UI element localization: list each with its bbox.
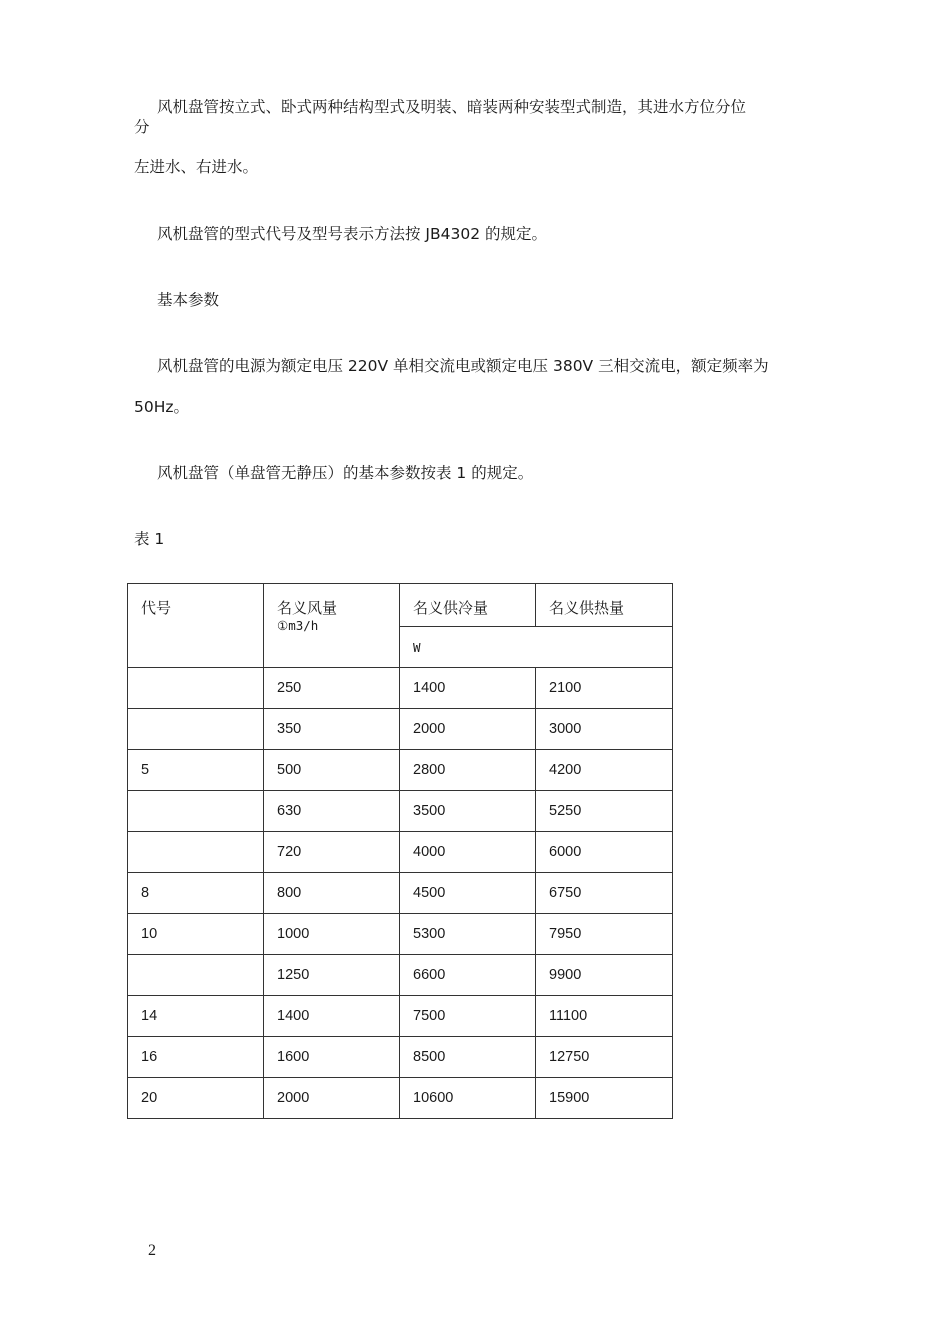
cell-heating: 15900 [536, 1078, 673, 1119]
paragraph-structure-line3: 左进水、右进水。 [134, 158, 259, 176]
cell-code: 5 [128, 750, 264, 791]
cell-code [128, 791, 264, 832]
cell-cooling: 2000 [400, 709, 536, 750]
paragraph-structure-line1: 风机盘管按立式、卧式两种结构型式及明装、暗装两种安装型式制造，其进水方位分位 [157, 98, 747, 116]
cell-cooling: 4500 [400, 873, 536, 914]
table-row [128, 709, 673, 750]
basic-parameters-table [127, 583, 673, 1119]
table-row [128, 955, 673, 996]
header-power-unit: W [400, 627, 673, 668]
cell-airflow: 720 [264, 832, 400, 873]
header-airflow [264, 584, 400, 668]
table-row [128, 1078, 673, 1119]
paragraph-power-line2: 50Hz。 [134, 398, 190, 416]
cell-heating: 3000 [536, 709, 673, 750]
cell-heating: 6750 [536, 873, 673, 914]
cell-airflow: 1600 [264, 1037, 400, 1078]
paragraph-power-line1: 风机盘管的电源为额定电压 220V 单相交流电或额定电压 380V 三相交流电，额定频率为 [157, 357, 769, 375]
cell-cooling: 7500 [400, 996, 536, 1037]
header-cooling: 名义供冷量 [400, 584, 536, 627]
header-airflow-unit: ①m3/h [277, 618, 319, 633]
cell-heating: 9900 [536, 955, 673, 996]
cell-code: 16 [128, 1037, 264, 1078]
cell-airflow: 500 [264, 750, 400, 791]
paragraph-structure-line2: 分 [134, 118, 150, 136]
header-heating: 名义供热量 [536, 584, 673, 627]
table-row [128, 873, 673, 914]
cell-heating: 12750 [536, 1037, 673, 1078]
table-row [128, 832, 673, 873]
cell-code [128, 668, 264, 709]
cell-code [128, 955, 264, 996]
cell-cooling: 1400 [400, 668, 536, 709]
cell-code: 8 [128, 873, 264, 914]
cell-airflow: 1000 [264, 914, 400, 955]
table-caption: 表 1 [134, 530, 165, 548]
header-code: 代号 [128, 584, 264, 668]
cell-cooling: 10600 [400, 1078, 536, 1119]
cell-airflow: 2000 [264, 1078, 400, 1119]
table-row [128, 791, 673, 832]
cell-heating: 2100 [536, 668, 673, 709]
cell-airflow: 1400 [264, 996, 400, 1037]
table-row [128, 996, 673, 1037]
cell-cooling: 3500 [400, 791, 536, 832]
cell-airflow: 630 [264, 791, 400, 832]
table-row [128, 668, 673, 709]
cell-airflow: 350 [264, 709, 400, 750]
cell-airflow: 800 [264, 873, 400, 914]
cell-heating: 11100 [536, 996, 673, 1037]
cell-cooling: 6600 [400, 955, 536, 996]
cell-heating: 5250 [536, 791, 673, 832]
cell-code: 20 [128, 1078, 264, 1119]
cell-cooling: 8500 [400, 1037, 536, 1078]
cell-cooling: 5300 [400, 914, 536, 955]
cell-airflow: 250 [264, 668, 400, 709]
cell-heating: 6000 [536, 832, 673, 873]
table-row [128, 914, 673, 955]
paragraph-table-reference: 风机盘管（单盘管无静压）的基本参数按表 1 的规定。 [157, 464, 534, 482]
table-row [128, 750, 673, 791]
table-row [128, 1037, 673, 1078]
paragraph-model-code: 风机盘管的型式代号及型号表示方法按 JB4302 的规定。 [157, 225, 548, 243]
cell-airflow: 1250 [264, 955, 400, 996]
cell-cooling: 4000 [400, 832, 536, 873]
cell-heating: 4200 [536, 750, 673, 791]
cell-code [128, 832, 264, 873]
page-number: 2 [148, 1242, 156, 1259]
cell-heating: 7950 [536, 914, 673, 955]
cell-cooling: 2800 [400, 750, 536, 791]
header-airflow-label: 名义风量 [277, 599, 338, 617]
table-header-row [128, 584, 673, 627]
cell-code [128, 709, 264, 750]
section-heading-basic-params: 基本参数 [157, 291, 220, 309]
cell-code: 14 [128, 996, 264, 1037]
cell-code: 10 [128, 914, 264, 955]
